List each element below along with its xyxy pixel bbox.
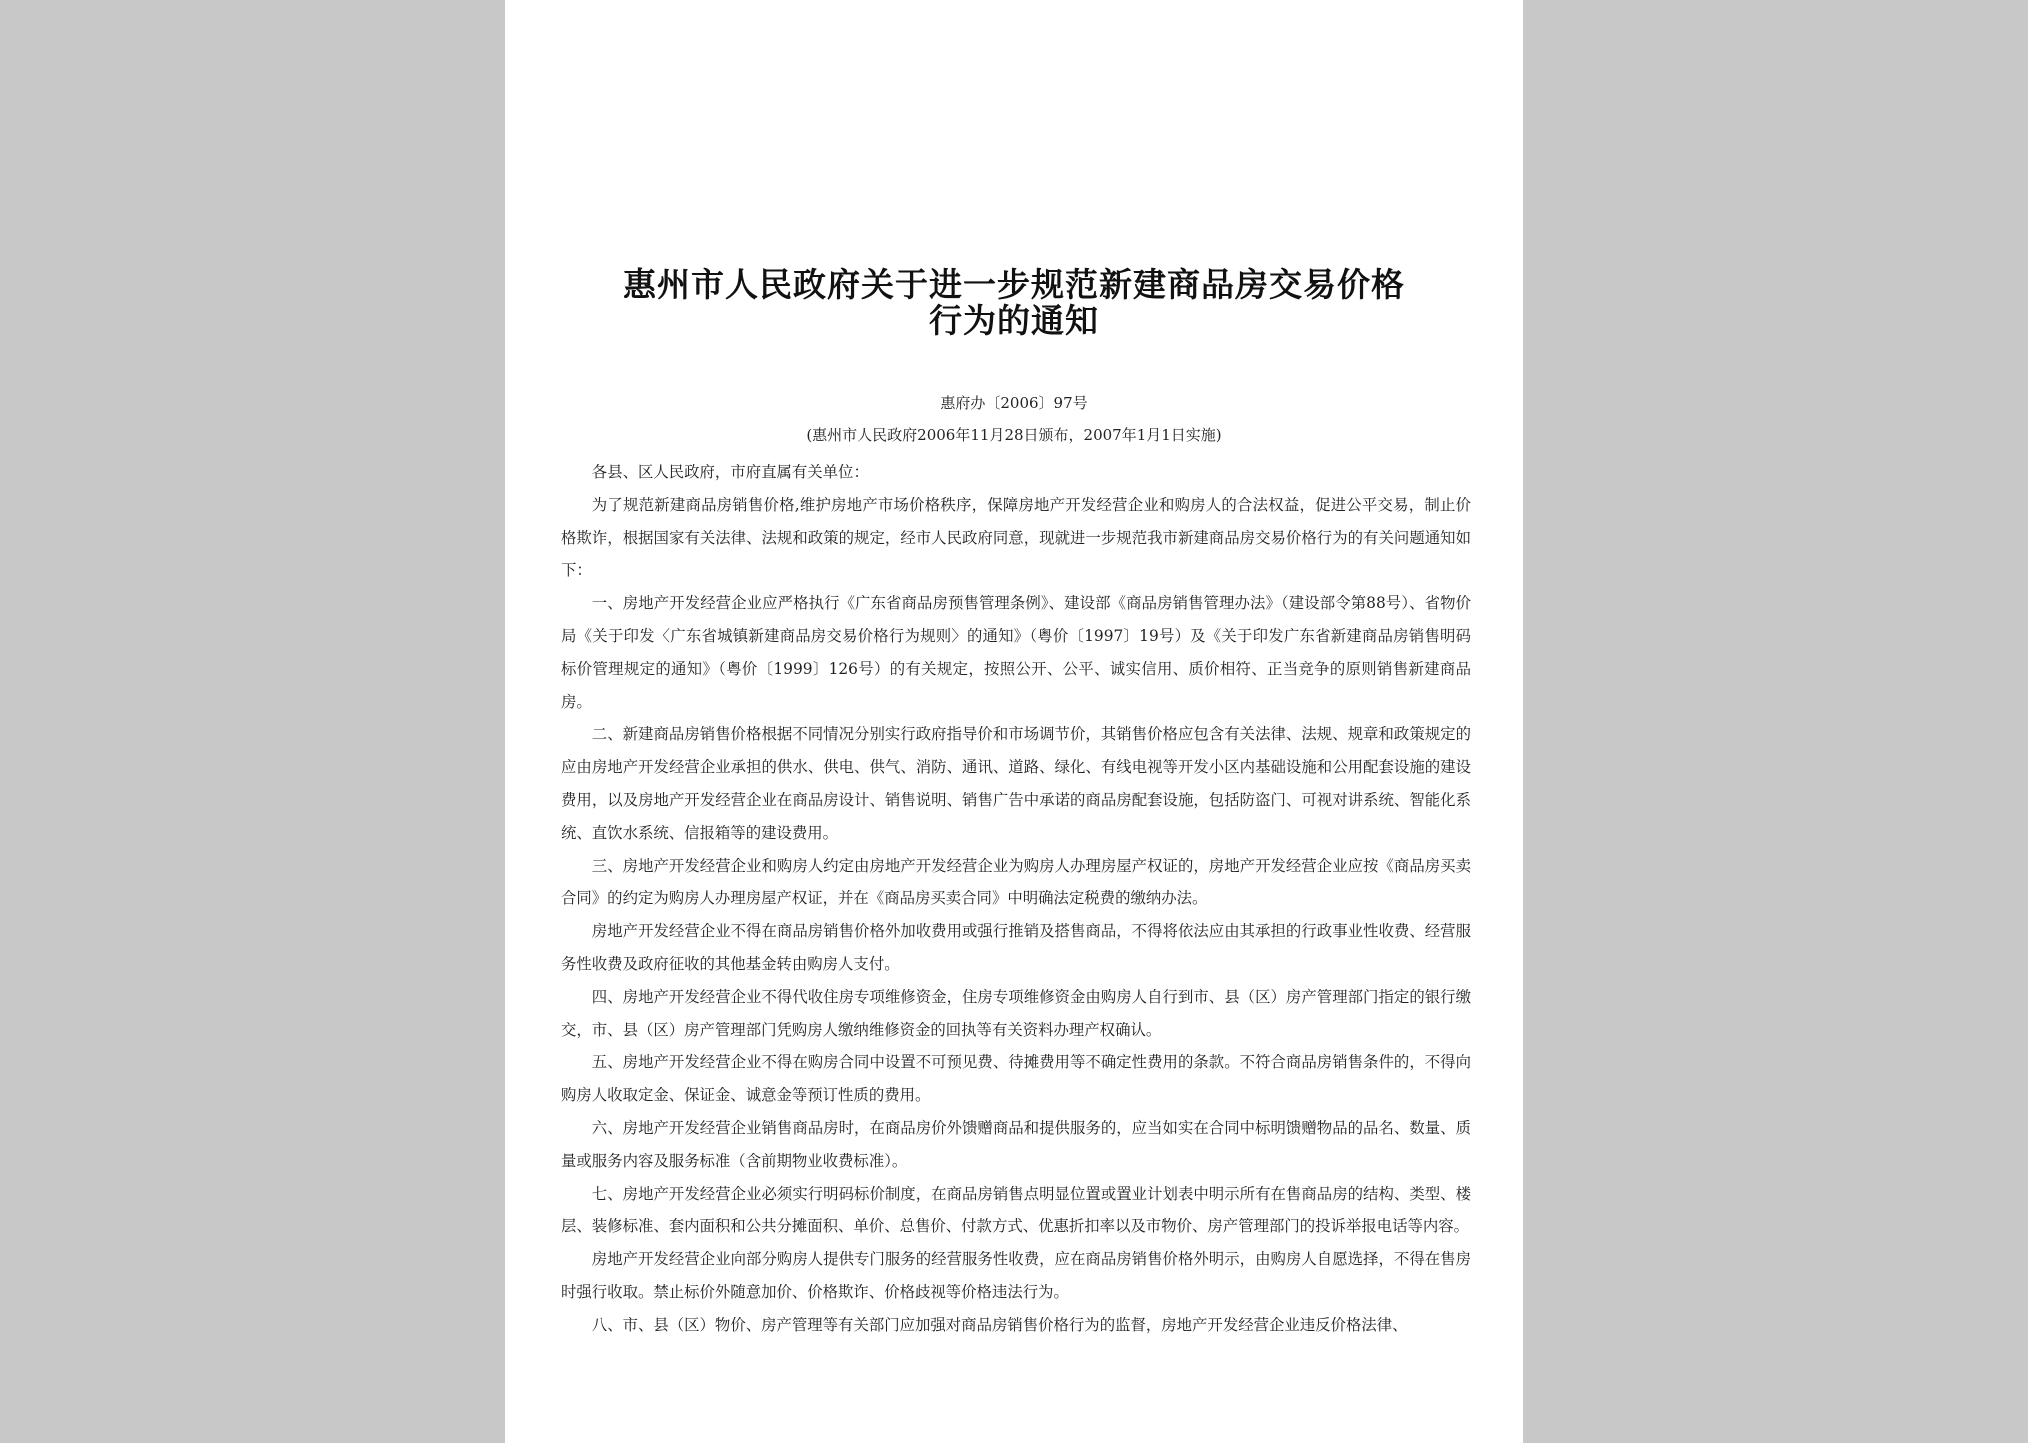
paragraph-3: 三、房地产开发经营企业和购房人约定由房地产开发经营企业为购房人办理房屋产权证的，房地产开发经营企业应按《商品房买卖合同》的约定为购房人办理房屋产权证，并在《商品房买卖合同》中明确法定税费的缴纳办法。 (561, 856, 1471, 908)
paragraph-8: 八、市、县（区）物价、房产管理等有关部门应加强对商品房销售价格行为的监督，房地产开发经营企业违反价格法律、 (591, 1315, 1408, 1334)
paragraph-intro: 为了规范新建商品房销售价格,维护房地产市场价格秩序，保障房地产开发经营企业和购房人的合法权益，促进公平交易，制止价格欺诈，根据国家有关法律、法规和政策的规定，经市人民政府同意，现就进一步规范我市新建商品房交易价格行为的有关问题通知如下： (561, 495, 1471, 580)
paragraph-4: 四、房地产开发经营企业不得代收住房专项维修资金，住房专项维修资金由购房人自行到市、县（区）房产管理部门指定的银行缴交，市、县（区）房产管理部门凭购房人缴纳维修资金的回执等有关资料办理产权确认。 (561, 987, 1471, 1039)
paragraph-6: 六、房地产开发经营企业销售商品房时，在商品房价外馈赠商品和提供服务的，应当如实在合同中标明馈赠物品的品名、数量、质量或服务内容及服务标准（含前期物业收费标准）。 (561, 1118, 1471, 1170)
paragraph-7-sub: 房地产开发经营企业向部分购房人提供专门服务的经营服务性收费，应在商品房销售价格外明示，由购房人自愿选择，不得在售房时强行收取。禁止标价外随意加价、价格欺诈、价格歧视等价格违法行为。 (561, 1250, 1471, 1301)
paragraph-3-sub: 房地产开发经营企业不得在商品房销售价格外加收费用或强行推销及搭售商品，不得将依法应由其承担的行政事业性收费、经营服务性收费及政府征收的其他基金转由购房人支付。 (561, 922, 1471, 973)
document-body (561, 456, 1471, 1342)
paragraph-7: 七、房地产开发经营企业必须实行明码标价制度，在商品房销售点明显位置或置业计划表中明示所有在售商品房的结构、类型、楼层、装修标准、套内面积和公共分摊面积、单价、总售价、付款方式、优惠折扣率以及市物价、房产管理部门的投诉举报电话等内容。 (561, 1184, 1471, 1236)
document-number: 惠府办〔2006〕97号 (940, 394, 1088, 412)
paragraph-1: 一、房地产开发经营企业应严格执行《广东省商品房预售管理条例》、建设部《商品房销售管理办法》（建设部令第88号）、省物价局《关于印发〈广东省城镇新建商品房交易价格行为规则〉的通知》（粤价〔1997〕19号）及《关于印发广东省新建商品房销售明码标价管理规定的通知》（粤价〔1999〕126号）的有关规定，按照公开、公平、诚实信用、质价相符、正当竞争的原则销售新建商品房。 (561, 594, 1471, 711)
paragraph-5: 五、房地产开发经营企业不得在购房合同中设置不可预见费、待摊费用等不确定性费用的条款。不符合商品房销售条件的，不得向购房人收取定金、保证金、诚意金等预订性质的费用。 (561, 1053, 1471, 1105)
document-page (505, 0, 1523, 1443)
document-title-line-1: 惠州市人民政府关于进一步规范新建商品房交易价格 (623, 265, 1405, 304)
paragraph-2: 二、新建商品房销售价格根据不同情况分别实行政府指导价和市场调节价，其销售价格应包含有关法律、法规、规章和政策规定的应由房地产开发经营企业承担的供水、供电、供气、消防、通讯、道路、绿化、有线电视等开发小区内基础设施和公用配套设施的建设费用，以及房地产开发经营企业在商品房设计、销售说明、销售广告中承诺的商品房配套设施，包括防盗门、可视对讲系统、智能化系统、直饮水系统、信报箱等的建设费用。 (561, 725, 1471, 842)
document-title-line-2: 行为的通知 (929, 301, 1099, 340)
salutation: 各县、区人民政府，市府直属有关单位： (591, 463, 869, 481)
issue-note: (惠州市人民政府2006年11月28日颁布，2007年1月1日实施) (806, 426, 1222, 444)
